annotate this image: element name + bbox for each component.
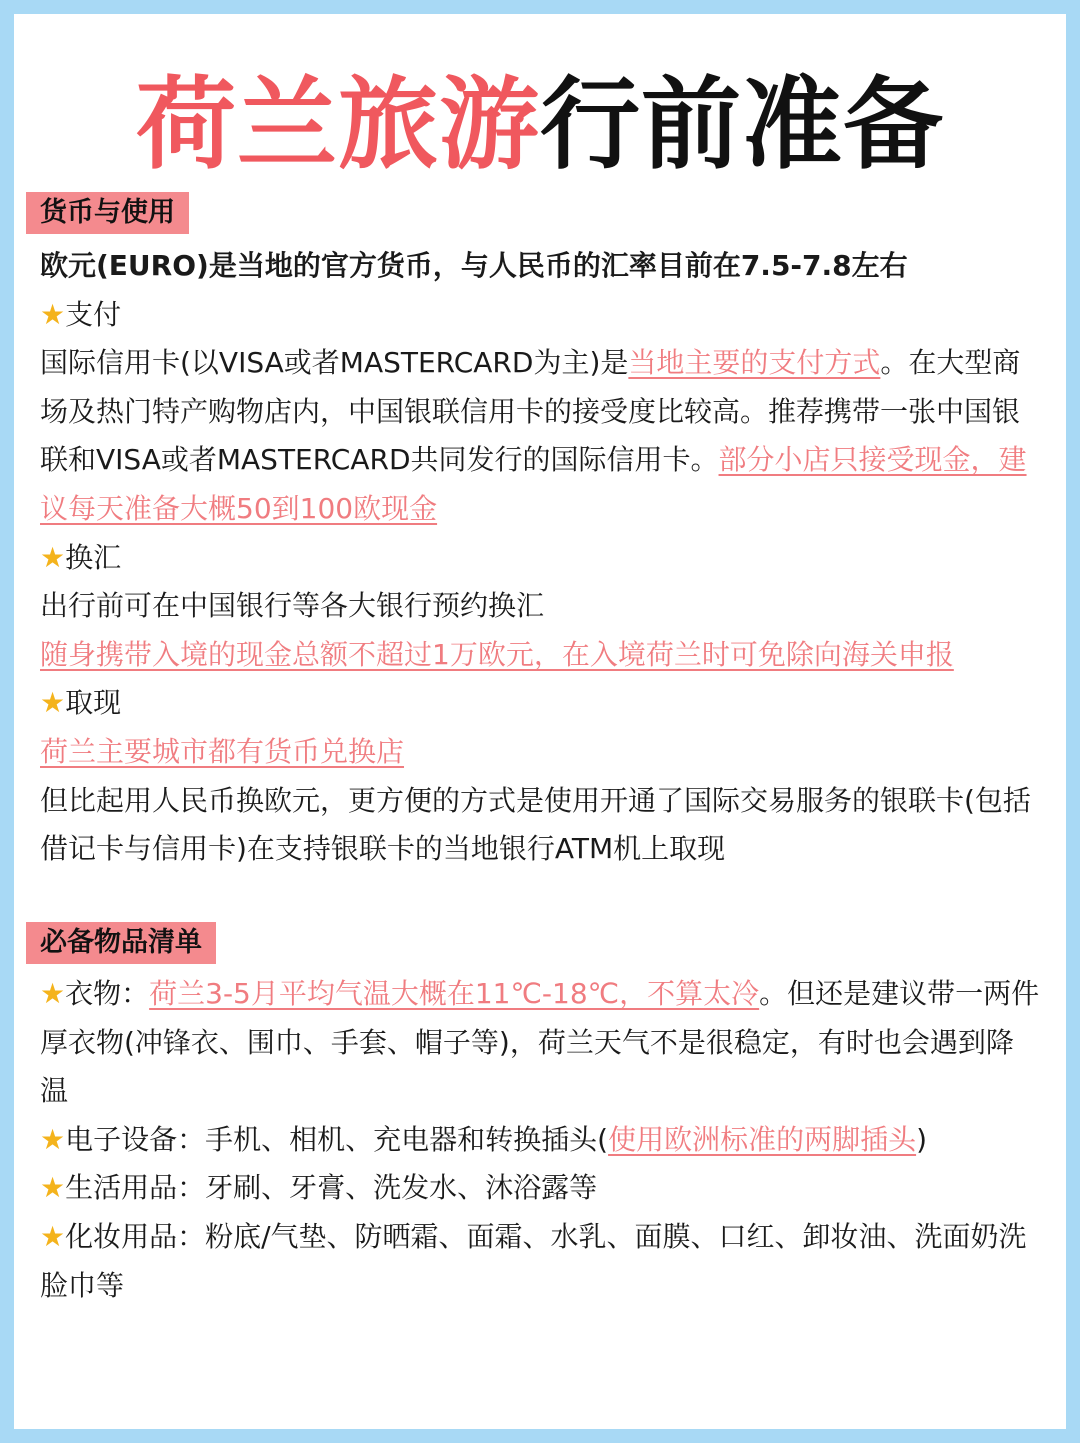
highlight-text: 部分小店只接受现金，建议每天准备大概50到100欧现金	[40, 443, 1027, 525]
withdraw-subtitle: ★取现	[40, 686, 122, 720]
list-item-cosmetics: ★化妆用品：粉底/气垫、防晒霜、面霜、水乳、面膜、口红、卸妆油、洗面奶洗脸巾等	[40, 1219, 1027, 1302]
list-item-daily: ★生活用品：牙刷、牙膏、洗发水、沐浴露等	[40, 1171, 598, 1205]
star-icon: ★	[40, 540, 66, 574]
star-icon: ★	[40, 1122, 66, 1156]
pay-paragraph: 国际信用卡(以VISA或者MASTERCARD为主)是当地主要的支付方式。在大型商场及热门特产购物店内，中国银联信用卡的接受度比较高。推荐携带一张中国银联和VISA或者MASTERCARD共同发行的国际信用卡。部分小店只接受现金，建议每天准备大概50到100欧现金	[40, 346, 1027, 525]
star-icon: ★	[40, 686, 66, 720]
star-icon: ★	[40, 297, 66, 331]
section-heading-currency: 货币与使用	[26, 192, 189, 234]
page-title	[14, 66, 1066, 183]
highlight-text: 使用欧洲标准的两脚插头	[608, 1122, 917, 1156]
highlight-text: 随身携带入境的现金总额不超过1万欧元，在入境荷兰时可免除向海关申报	[40, 637, 954, 671]
exchange-text: 出行前可在中国银行等各大银行预约换汇	[40, 589, 545, 623]
highlight-text: 荷兰主要城市都有货币兑换店	[40, 734, 405, 768]
currency-intro: 欧元(EURO)是当地的官方货币，与人民币的汇率目前在7.5-7.8左右	[40, 249, 908, 282]
star-icon: ★	[40, 1219, 66, 1253]
pay-subtitle: ★支付	[40, 297, 122, 331]
items-section-body	[40, 970, 1040, 1310]
list-item-electronics: ★电子设备：手机、相机、充电器和转换插头(使用欧洲标准的两脚插头)	[40, 1122, 928, 1156]
withdraw-text: 但比起用人民币换欧元，更方便的方式是使用开通了国际交易服务的银联卡(包括借记卡与信用卡)在支持银联卡的当地银行ATM机上取现	[40, 783, 1031, 866]
exchange-subtitle: ★换汇	[40, 540, 122, 574]
star-icon: ★	[40, 1171, 66, 1205]
highlight-text: 当地主要的支付方式	[628, 346, 881, 380]
title-black-part: 行前准备	[540, 66, 944, 183]
section-heading-items: 必备物品清单	[26, 922, 216, 964]
title-red-part: 荷兰旅游	[136, 66, 540, 183]
currency-section-body	[40, 242, 1040, 874]
list-item-clothes: ★衣物：荷兰3-5月平均气温大概在11℃-18℃，不算太冷。但还是建议带一两件厚衣物(冲锋衣、围巾、手套、帽子等)，荷兰天气不是很稳定，有时也会遇到降温	[40, 977, 1040, 1108]
withdraw-highlight-line	[40, 728, 1040, 777]
highlight-text: 荷兰3-5月平均气温大概在11℃-18℃，不算太冷	[149, 977, 760, 1010]
content-card	[14, 14, 1066, 1429]
exchange-highlight-line	[40, 631, 1040, 680]
star-icon: ★	[40, 977, 66, 1010]
